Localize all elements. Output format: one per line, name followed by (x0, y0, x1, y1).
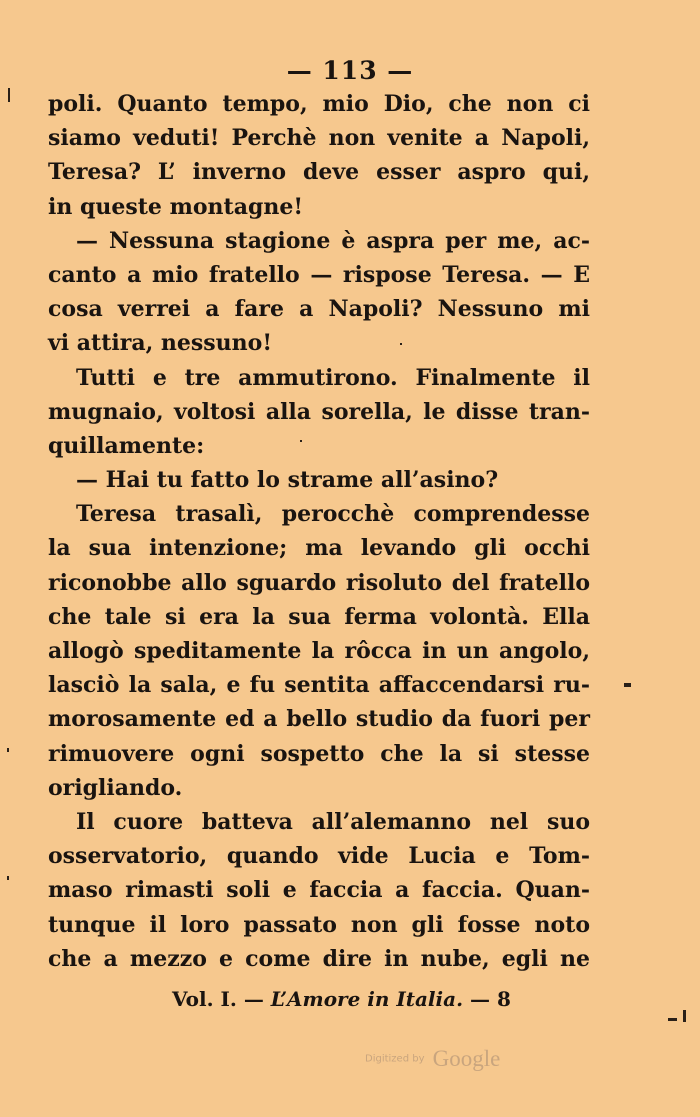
text-line: rimuovere ogni sospetto che la si stesse (48, 740, 590, 767)
text-line: poli. Quanto tempo, mio Dio, che non ci (48, 91, 590, 117)
text-line: Teresa? L’ inverno deve esser aspro qui, (48, 159, 590, 186)
text-line: morosamente ed a bello studio da fuori per (48, 706, 590, 733)
watermark-prefix: Digitized by (365, 1053, 425, 1065)
text-line: osservatorio, quando vide Lucia e Tom- (48, 843, 590, 870)
text-line: che tale si era la sua ferma volontà. Ella (48, 603, 590, 630)
text-line: quillamente: (48, 432, 205, 459)
text-line: — Hai tu fatto lo strame all’asino? (76, 467, 499, 494)
text-line: maso rimasti soli e faccia a faccia. Quan- (48, 877, 590, 904)
body-text (48, 87, 590, 976)
text-line: origliando. (48, 774, 183, 801)
text-line: lasciò la sala, e fu sentita affaccendarsi ru- (48, 672, 590, 699)
text-line: Il cuore batteva all’alemanno nel suo (76, 808, 590, 835)
text-line: canto a mio fratello — rispose Teresa. — E (48, 261, 590, 288)
text-line: Tutti e tre ammutirono. Finalmente il (76, 364, 590, 391)
volume-label: Vol. I. — (172, 987, 264, 1011)
book-title: L’Amore in Italia. (270, 987, 464, 1011)
scan-speck (300, 440, 302, 442)
text-line: tunque il loro passato non gli fosse noto (48, 911, 590, 938)
text-line: vi attira, nessuno! (48, 330, 272, 357)
text-line: mugnaio, voltosi alla sorella, le disse tran- (48, 398, 590, 425)
text-line: siamo veduti! Perchè non venite a Napoli, (48, 125, 590, 152)
scan-speck (7, 748, 9, 752)
text-line: — Nessuna stagione è aspra per me, ac- (76, 227, 590, 254)
scan-speck (668, 1018, 677, 1021)
text-line: Teresa trasalì, perocchè comprendesse (76, 501, 590, 528)
signature-mark: — 8 (470, 987, 511, 1011)
text-line: allogò speditamente la rôcca in un angolo, (48, 638, 590, 664)
digitized-watermark (365, 1046, 500, 1072)
signature-line (172, 987, 511, 1011)
text-line: riconobbe allo sguardo risoluto del fratello (48, 569, 590, 596)
scan-speck (7, 876, 9, 880)
page-number: — 113 — (286, 56, 414, 85)
text-line: in queste montagne! (48, 193, 303, 220)
watermark-brand: Google (432, 1046, 501, 1071)
scan-speck (400, 343, 402, 345)
scan-speck (8, 88, 10, 102)
scan-speck (683, 1010, 686, 1022)
text-line: che a mezzo e come dire in nube, egli ne (48, 945, 590, 972)
text-line: cosa verrei a fare a Napoli? Nessuno mi (48, 296, 590, 323)
scan-speck (624, 683, 631, 687)
text-line: la sua intenzione; ma levando gli occhi (48, 535, 590, 562)
